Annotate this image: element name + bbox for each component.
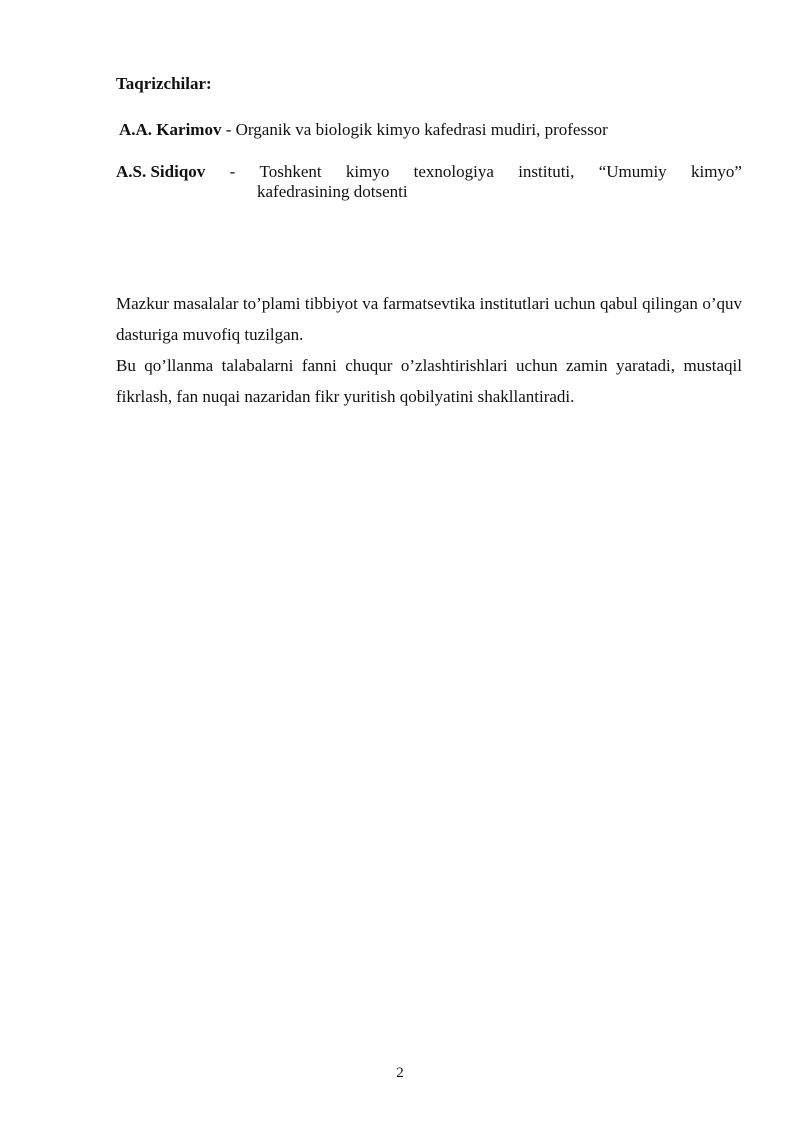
reviewer-name: A.S. Sidiqov (116, 162, 206, 181)
reviewer-description-line (116, 162, 742, 182)
reviewers-heading: Taqrizchilar: (116, 74, 212, 93)
body-text (116, 288, 742, 412)
reviewer-entry (116, 162, 742, 202)
page-number: 2 (396, 1065, 404, 1081)
reviewer-word: Toshkent (259, 162, 322, 181)
reviewer-word: texnologiya (413, 162, 494, 181)
reviewer-separator: - (221, 120, 236, 139)
reviewer-description-continuation: kafedrasining dotsenti (257, 182, 408, 201)
reviewer-entry (119, 120, 608, 140)
paragraph: Bu qo’llanma talabalarni fanni chuqur o’zlashtirishlari uchun zamin yaratadi, mustaqil fikrlash, fan nuqai nazaridan fikr yuritish qobilyatini shakllantiradi. (116, 356, 742, 406)
reviewer-word: “Umumiy (598, 162, 667, 181)
reviewer-separator: - (229, 162, 236, 181)
paragraph: Mazkur masalalar to’plami tibbiyot va farmatsevtika institutlari uchun qabul qilingan o’quv dasturiga muvofiq tuzilgan. (116, 294, 742, 344)
reviewer-description: Organik va biologik kimyo kafedrasi mudiri, professor (235, 120, 608, 139)
reviewer-word: instituti, (518, 162, 575, 181)
reviewer-word: kimyo (345, 162, 390, 181)
reviewer-word: kimyo” (690, 162, 742, 181)
reviewer-name: A.A. Karimov (119, 120, 222, 139)
